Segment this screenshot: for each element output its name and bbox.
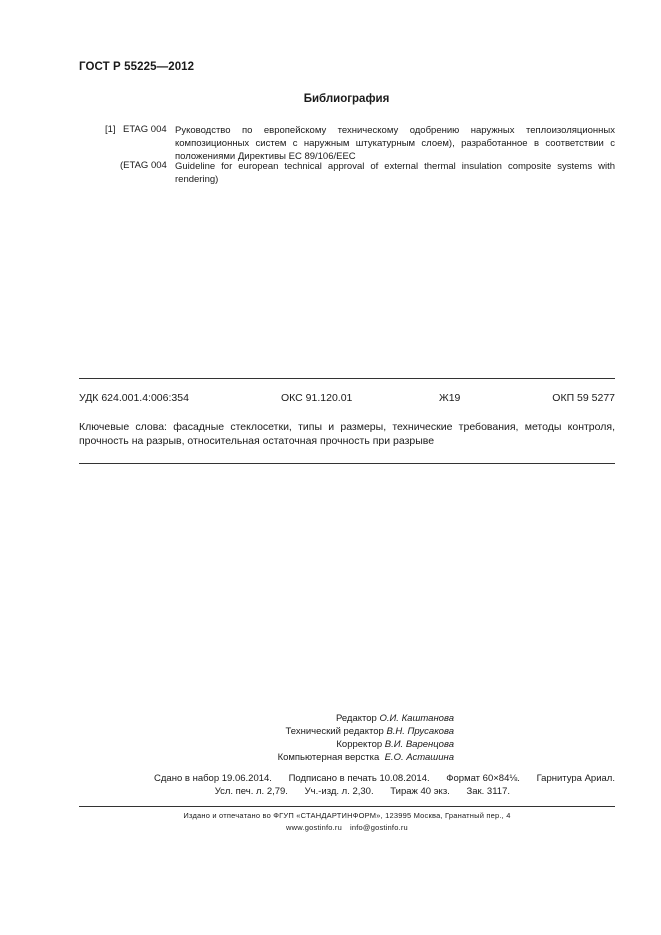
print-info-line-1 (90, 773, 615, 784)
udk-code: УДК 624.001.4:006:354 (79, 392, 189, 404)
publisher-sheets: Уч.-изд. л. 2,30. (304, 786, 374, 797)
publisher-email[interactable]: info@gostinfo.ru (350, 823, 408, 832)
credit-editor: Редактор О.И. Каштанова (335, 713, 454, 724)
bibliography-entry-code: ETAG 004 (123, 124, 167, 135)
credit-corrector: Корректор В.И. Варенцова (336, 739, 454, 750)
publisher-block (79, 810, 615, 834)
divider-bottom (79, 806, 615, 807)
publisher-address: Издано и отпечатано во ФГУП «СТАНДАРТИНФОРМ», 123995 Москва, Гранатный пер., 4 (183, 811, 511, 820)
bibliography-entry-text: Руководство по европейскому техническому одобрению наружных теплоизоляционных композиционных систем с наружным штукатурным слоем), разработанное в соответствии с положениями Директивы ЕС 89/106/ЕЕС (175, 125, 615, 162)
credits-block (200, 712, 454, 764)
divider-middle (79, 463, 615, 464)
submitted-date: Сдано в набор 19.06.2014. (154, 773, 272, 784)
circulation: Тираж 40 экз. (390, 786, 450, 797)
bibliography-entry-original-code: (ETAG 004 (120, 160, 167, 171)
group-code: Ж19 (439, 392, 461, 404)
keywords: Ключевые слова: фасадные стеклосетки, типы и размеры, технические требования, методы контроля, прочность на разрыв, относительная остаточная прочность при разрыве (79, 421, 615, 447)
typeface: Гарнитура Ариал. (536, 773, 615, 784)
credit-tech-editor: Технический редактор В.Н. Прусакова (285, 726, 454, 737)
divider-top (79, 378, 615, 379)
signed-date: Подписано в печать 10.08.2014. (288, 773, 430, 784)
bibliography-entry-number: [1] (105, 124, 116, 135)
order-number: Зак. 3117. (466, 786, 510, 797)
credit-layout: Компьютерная верстка Е.О. Асташина (277, 752, 454, 763)
publisher-website[interactable]: www.gostinfo.ru (286, 823, 342, 832)
standard-code: ГОСТ Р 55225—2012 (79, 61, 195, 73)
okp-code: ОКП 59 5277 (552, 392, 615, 404)
oks-code: ОКС 91.120.01 (281, 392, 353, 404)
bibliography-title: Библиография (303, 93, 390, 105)
paper-format: Формат 60×84⅛. (446, 773, 520, 784)
print-info-line-2 (90, 786, 510, 797)
bibliography-entry-original-text: Guideline for european technical approval of external thermal insulation composite systems with rendering) (175, 161, 615, 185)
print-sheets: Усл. печ. л. 2,79. (214, 786, 288, 797)
